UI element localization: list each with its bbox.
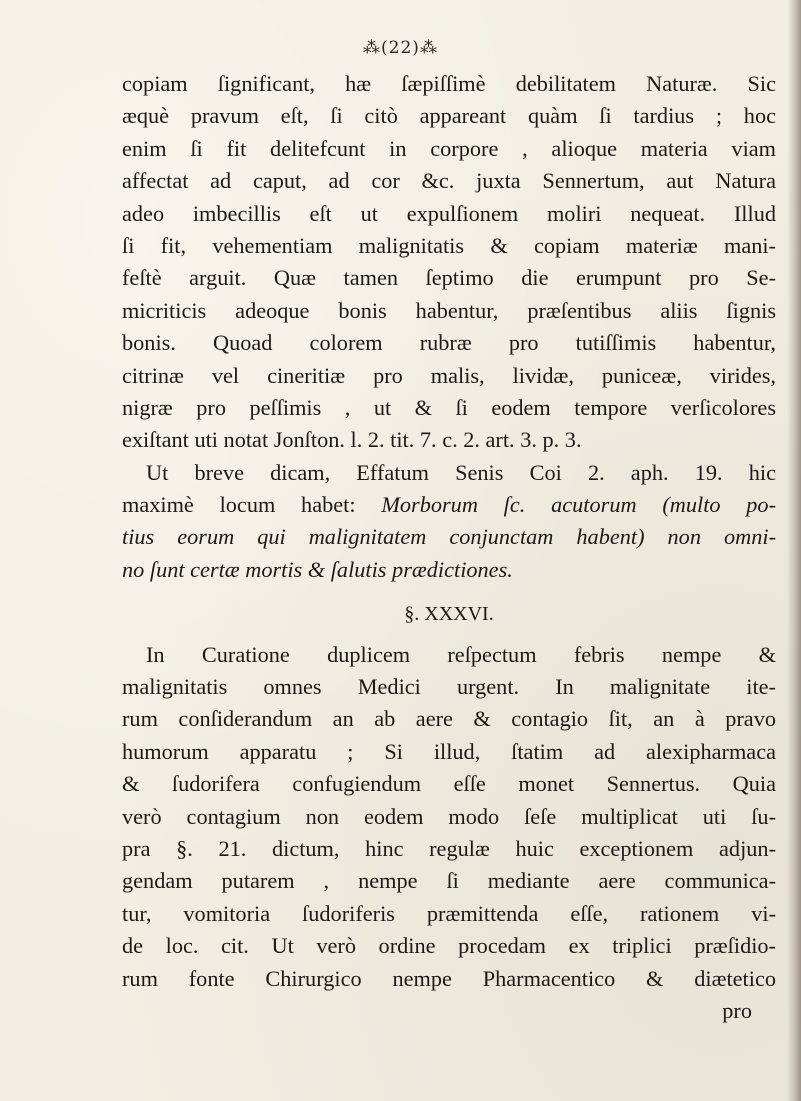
text-line: æquè pravum eſt, ſi citò appareant quàm ſi tardius ; hoc	[122, 103, 776, 129]
italic-quotation: no ſunt certæ mortis & ſalutis prædictiones.	[122, 556, 513, 582]
catchword: pro	[722, 997, 752, 1023]
text-line: ſi fit, vehementiam malignitatis & copiam materiæ mani-	[122, 232, 776, 258]
text-line	[122, 489, 776, 521]
text-line: micriticis adeoque bonis habentur, præſentibus aliis ſignis	[122, 297, 776, 323]
text-line: bonis. Quoad colorem rubræ pro tutiſſimis habentur,	[122, 330, 776, 356]
text-line: rum fonte Chirurgico nempe Pharmacentico & diætetico	[122, 965, 776, 991]
text-line: humorum apparatu ; Si illud, ſtatim ad alexipharmaca	[122, 738, 776, 764]
page-text	[122, 68, 776, 1027]
text-line: affectat ad caput, ad cor &c. juxta Sennertum, aut Natura	[122, 168, 776, 194]
text-line: Ut breve dicam, Effatum Senis Coi 2. aph. 19. hic	[146, 459, 776, 485]
text-line: feſtè arguit. Quæ tamen ſeptimo die erumpunt pro Se-	[122, 265, 776, 291]
page-edge-shadow	[787, 0, 801, 1101]
italic-quotation: tius eorum qui malignitatem conjunctam habent) non omni-	[122, 524, 776, 550]
text-line: enim ſi fit delitefcunt in corpore , alioque materia viam	[122, 135, 776, 161]
text-line: nigræ pro peſſimis , ut & ſi eodem tempore verſicolores	[122, 394, 776, 420]
text-line: rum conſiderandum an ab aere & contagio ſit, an à pravo	[122, 706, 776, 732]
section-heading: §. XXXVI.	[404, 603, 494, 626]
text-line: exiſtant uti notat Jonſton. l. 2. tit. 7. c. 2. art. 3. p. 3.	[122, 427, 582, 453]
text-line: de loc. cit. Ut verò ordine procedam ex triplici præſidio-	[122, 933, 776, 959]
text-line: malignitatis omnes Medici urgent. In malignitate ite-	[122, 674, 776, 700]
italic-quotation: Morborum ſc. acutorum (multo po-	[381, 492, 777, 518]
text-line: copiam ſignificant, hæ ſæpiſſimè debilitatem Naturæ. Sic	[122, 71, 776, 96]
text-line: adeo imbecillis eſt ut expulſionem moliri nequeat. Illud	[122, 200, 776, 226]
text-line: In Curatione duplicem reſpectum febris nempe &	[146, 641, 776, 667]
text-line: citrinæ vel cineritiæ pro malis, lividæ, puniceæ, virides,	[122, 362, 776, 388]
text-line: pra §. 21. dictum, hinc regulæ huic exceptionem adjun-	[122, 835, 776, 861]
text-line: gendam putarem , nempe ſi mediante aere communica-	[122, 868, 776, 894]
text-line: verò contagium non eodem modo ſeſe multiplicat uti ſu-	[122, 803, 776, 829]
text-line: & ſudorifera confugiendum eſſe monet Sennertus. Quia	[122, 771, 776, 797]
text-segment: maximè locum habet:	[122, 492, 356, 518]
text-line: tur, vomitoria ſudoriferis præmittenda eſſe, rationem vi-	[122, 900, 776, 926]
page-number-header: ⁂(22)⁂	[363, 38, 438, 58]
